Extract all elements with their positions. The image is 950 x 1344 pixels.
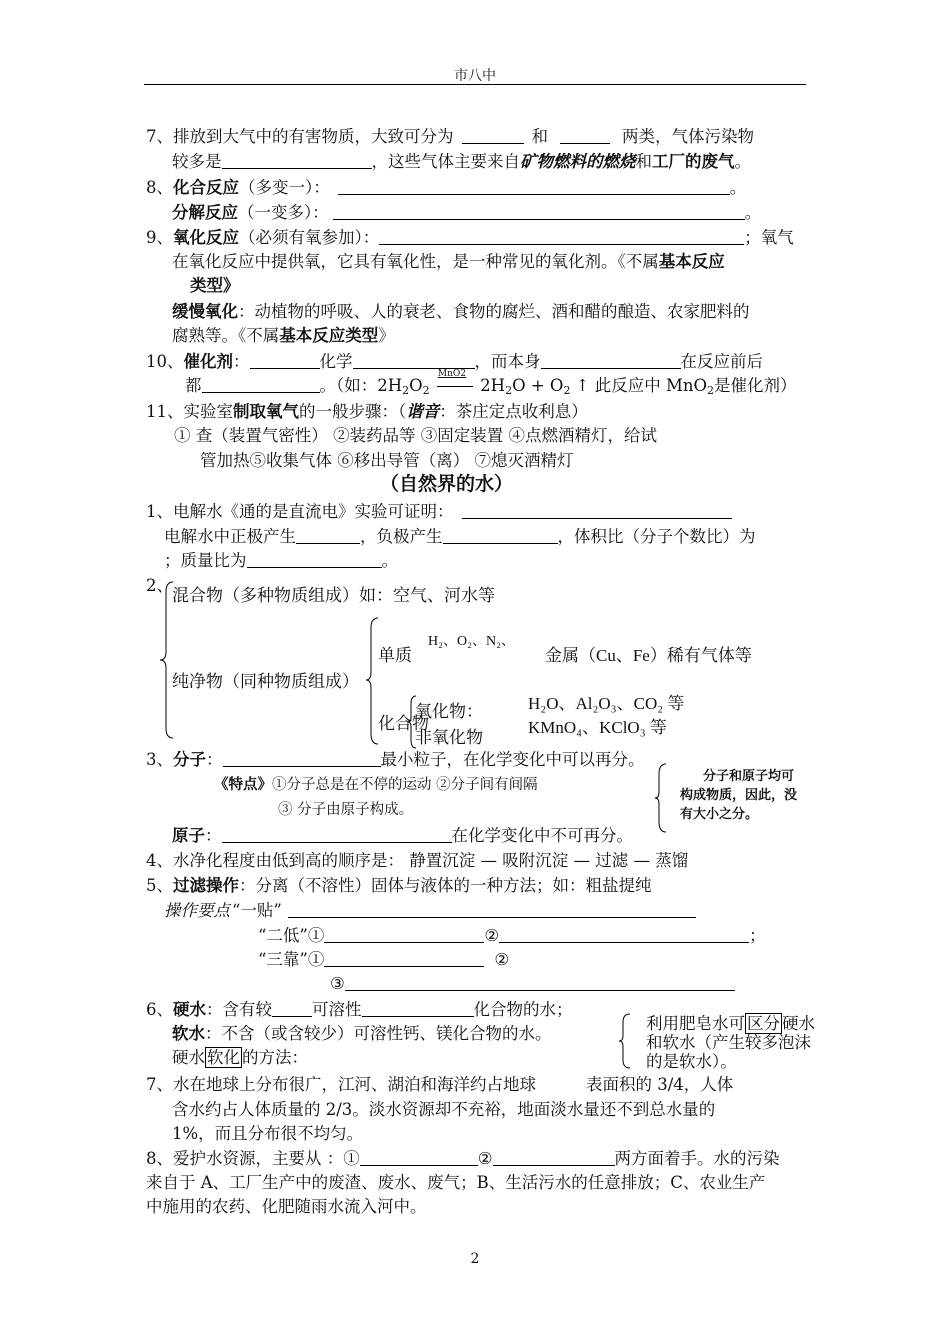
catalyst-arrow: MnO2: [435, 377, 475, 393]
water-7-line-2: 含水约占人体质量的 2/3。淡水资源却不充裕，地面淡水量还不到总水量的: [172, 1100, 716, 1119]
pure-substance: 纯净物（同种物质组成）: [172, 672, 359, 691]
molecule-feature-3: ③ 分子由原子构成。: [278, 802, 414, 818]
filtration-point-2: “二低”① ② ；: [258, 926, 766, 945]
side-note-1: 分子和原子均可: [703, 769, 795, 784]
water-2-number: 2、: [146, 576, 173, 595]
page-number: 2: [470, 1251, 480, 1267]
item-8-combination: 8、化合反应（多变一）： 。: [146, 178, 747, 197]
compound-label: 化合物: [378, 714, 429, 733]
item-11-oxygen-prep: 11、实验室制取氧气的一般步骤：（谐音：茶庄定点收利息）: [146, 402, 588, 421]
water-5-filtration: 5、过滤操作：分离（不溶性）固体与液体的一种方法；如：粗盐提纯: [146, 876, 652, 895]
water-7-line-1: 7、水在地球上分布很广，江河、湖泊和海洋约占地球 表面积的 3/4，人体: [146, 1075, 734, 1094]
soap-note-3: 的是软水）。: [646, 1052, 737, 1071]
water-1-electrolysis: 1、电解水《通的是直流电》实验可证明：: [146, 502, 732, 522]
soap-note-2: 和软水（产生较多泡沫: [646, 1033, 811, 1052]
mixture-line: 混合物（多种物质组成）如：空气、河水等: [172, 586, 495, 605]
water-7-line-3: 1%，而且分布很不均匀。: [172, 1124, 364, 1143]
item-10-line-2: 都 。（如：$2H_2O_2$ MnO2 $2H_2O + O_2$ ↑ 此反应中 MnO$_2$是催化剂）: [185, 369, 797, 397]
item-7-line-1: 7、排放到大气中的有害物质，大致可分为 和 两类，气体污染物: [146, 127, 754, 146]
water-1-line-2: 电解水中正极产生 ，负极产生 ，体积比（分子个数比）为: [164, 527, 756, 546]
element-label: 单质: [378, 646, 412, 665]
nonoxide-label: 非氧化物: [415, 728, 483, 747]
element-metals: 金属（Cu、Fe）稀有气体等: [545, 646, 752, 665]
section-title: （自然界的水）: [380, 473, 514, 495]
water-4-purification: 4、水净化程度由低到高的顺序是： 静置沉淀 — 吸附沉淀 — 过滤 — 蒸馏: [146, 851, 689, 870]
element-formulas: H₂、O₂、N₂、: [428, 634, 515, 649]
item-7-line-2: 较多是 ，这些气体主要来自矿物燃料的燃烧和工厂的废气。: [172, 152, 751, 171]
slow-oxidation-line-2: 腐熟等。《不属基本反应类型》: [172, 326, 395, 345]
item-9-oxidation: 9、氧化反应（必须有氧参加）： ；氧气: [146, 228, 794, 247]
filtration-point-3: “三靠”① ②: [258, 950, 510, 969]
oxide-label: 氧化物：: [415, 702, 483, 721]
molecule-features: 《特点》①分子总是在不停的运动 ②分子间有间隔: [214, 776, 538, 793]
item-9-line-2: 在氧化反应中提供氧，它具有氧化性，是一种常见的氧化剂。《不属基本反应: [172, 252, 725, 271]
filtration-point-3c: ③: [330, 974, 735, 994]
item-8-decomposition: 分解反应（一变多）： 。: [172, 203, 762, 222]
water-3-molecule: 3、分子： 最小粒子，在化学变化中可以再分。: [146, 750, 645, 769]
side-note-2: 构成物质，因此，没: [680, 788, 798, 803]
slow-oxidation: 缓慢氧化：动植物的呼吸、人的衰老、食物的腐烂、酒和醋的酿造、农家肥料的: [172, 302, 750, 321]
nonoxide-examples: KMnO₄、KClO₃ 等: [528, 718, 667, 737]
water-8-line-3: 中施用的农药、化肥随雨水流入河中。: [146, 1197, 427, 1216]
header-rule: [144, 84, 806, 85]
soft-water: 软水：不含（或含较少）可溶性钙、镁化合物的水。: [172, 1024, 552, 1043]
softening-method: 硬水 软化 的方法：: [172, 1048, 308, 1067]
water-3-atom: 原子： 在化学变化中不可再分。: [172, 826, 633, 845]
soap-note-1: 利用肥皂水可 区分 硬水: [646, 1014, 815, 1033]
side-note-3: 有大小之分。: [680, 807, 759, 822]
item-10-catalyst: 10、催化剂： 化学 ，而本身 在反应前后: [146, 352, 763, 371]
side-note-brace: [654, 762, 670, 834]
water-8-line-2: 来自于 A、工厂生产中的废渣、废水、废气；B、生活污水的任意排放；C、农业生产: [146, 1173, 766, 1192]
item-9-line-3: 类型》: [190, 276, 240, 295]
oxide-examples: H₂O、Al₂O₃、CO₂ 等: [528, 694, 685, 713]
filtration-point-1: 操作要点 “一贴”: [164, 901, 696, 921]
water-8-line-1: 8、爱护水资源，主要从 ：① ② 两方面着手。水的污染: [146, 1149, 780, 1168]
soap-brace: [618, 1012, 634, 1070]
water-6-hard-water: 6、硬水：含有较 可溶性 化合物的水；: [146, 1000, 573, 1019]
page-header: 市八中: [454, 68, 496, 84]
water-1-line-3: ；质量比为 。: [164, 551, 398, 570]
item-11-steps-2: 管加热⑤收集气体 ⑥移出导管（离） ⑦熄灭酒精灯: [200, 451, 574, 470]
item-11-steps-1: ① 查（装置气密性） ②装药品等 ③固定装置 ④点燃酒精灯，给试: [174, 426, 657, 445]
